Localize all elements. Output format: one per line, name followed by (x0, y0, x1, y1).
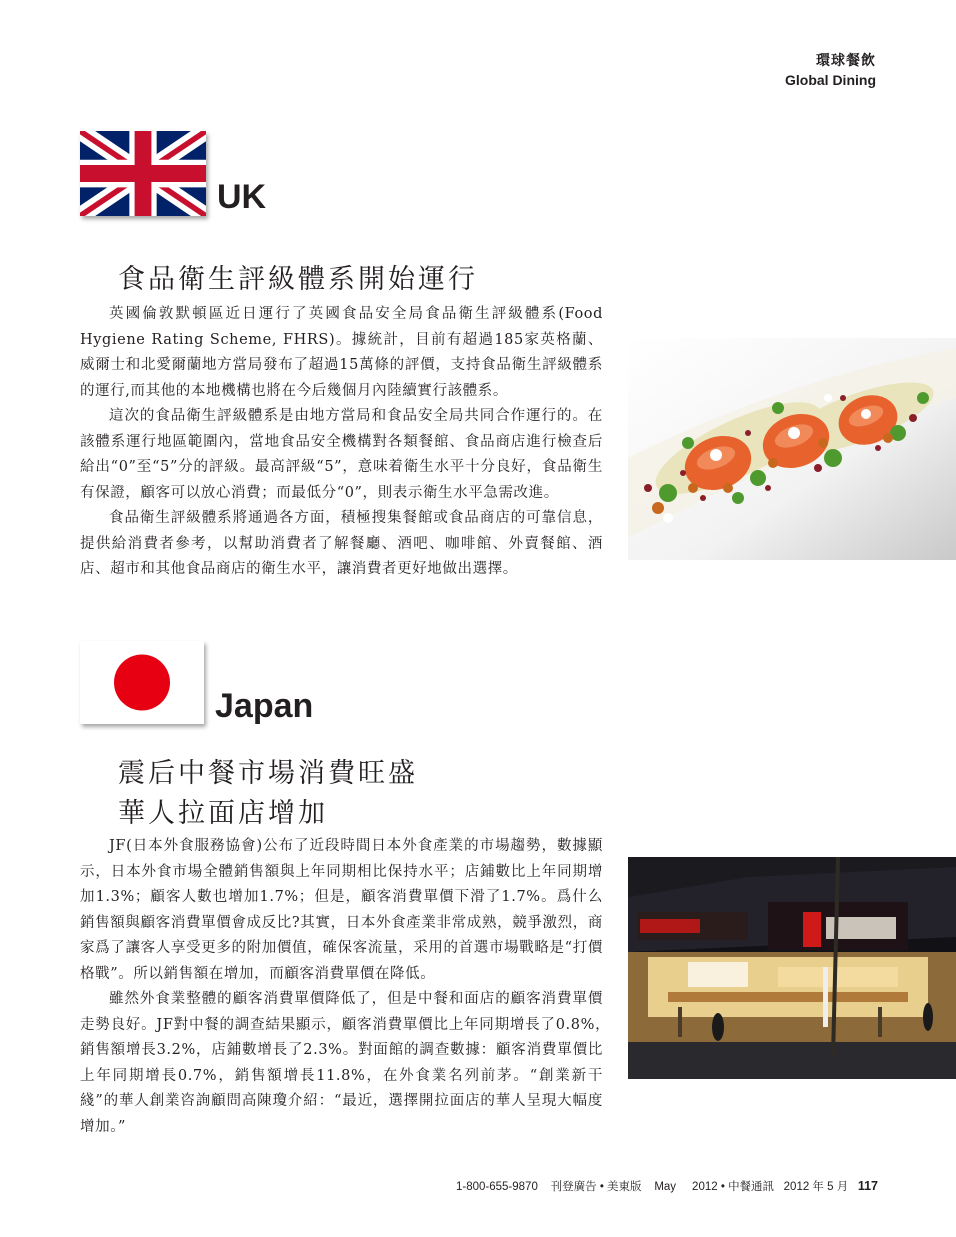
country-label-japan: Japan (215, 687, 314, 725)
section-header (785, 50, 876, 88)
japan-article-body (80, 834, 619, 1140)
footer-date-zh: 2012 年 5 月 (783, 1181, 849, 1193)
footer-ad-text: 刊登廣告 • 美東版 (550, 1181, 642, 1193)
page-footer: 1-800-655-9870 刊登廣告 • 美東版 May 2012 • 中餐通訊 2012 年 5 月 117 (456, 1179, 878, 1193)
section-title-zh: 環球餐飲 (816, 53, 876, 69)
uk-paragraph: 英國倫敦默頓區近日運行了英國食品安全局食品衛生評級體系(Food Hygiene Rating Scheme, FHRS)。據統計，目前有超過185家英格蘭、威爾士和北愛爾蘭地方當局發布了超過15萬條的評價，支持食品衛生評級體系的運行,而其他的本地機構也將在今后幾個月內陸續實行該體系。 (80, 306, 603, 399)
footer-year: 2012 (692, 1181, 718, 1193)
section-title-en: Global Dining (785, 72, 876, 88)
uk-headline: 食品衛生評級體系開始運行 (118, 264, 478, 295)
uk-paragraph: 食品衛生評級體系將通過各方面，積極搜集餐館或食品商店的可靠信息，提供給消費者參考，以幫助消費者了解餐廳、酒吧、咖啡館、外賣餐館、酒店、超市和其他食品商店的衛生水平，讓消費者更好地做出選擇。 (80, 510, 603, 577)
uk-paragraph: 這次的食品衛生評級體系是由地方當局和食品安全局共同合作運行的。在該體系運行地區範圍內，當地食品安全機構對各類餐館、食品商店進行檢查后給出“0”至“5”分的評級。最高評級“5”，意味着衛生水平十分良好，食品衛生有保證，顧客可以放心消費；而最低分“0”，則表示衛生水平急需改進。 (80, 408, 603, 501)
footer-phone: 1-800-655-9870 (456, 1181, 538, 1193)
country-label-uk: UK (217, 178, 267, 216)
japan-paragraph: JF(日本外食服務協會)公布了近段時間日本外食產業的市場趨勢，數據顯示，日本外食市場全體銷售額與上年同期相比保持水平；店鋪數比上年同期增加1.3%；顧客人數也增加1.7%；但是，顧客消費單價下滑了1.7%。爲什么銷售額與顧客消費單價會成反比?其實，日本外食產業非常成熟，競爭激烈，商家爲了讓客人享受更多的附加價值，確保客流量，采用的首選市場戰略是“打價格戰”。所以銷售額在增加，而顧客消費單價在降低。 (80, 838, 603, 982)
japan-paragraph: 雖然外食業整體的顧客消費單價降低了，但是中餐和面店的顧客消費單價走勢良好。JF對中餐的調查結果顯示，顧客消費單價比上年同期增長了0.8%， 銷售額增長3.2%，店鋪數增長了2.3%。對面館的調查數據：顧客消費單價比上年同期增長0.7%，銷售額增長11.8%，在外食業名列前茅。“創業新干綫”的華人創業咨詢顧問高陳瓊介紹：“最近，選擇開拉面店的華人呈現大幅度增加。” (80, 991, 619, 1135)
japan-headline-line1: 震后中餐市場消費旺盛 (118, 758, 418, 789)
ramen-shop-photo (628, 857, 956, 1079)
salmon-dish-photo (628, 338, 956, 560)
page-number: 117 (857, 1179, 878, 1193)
uk-flag-image (80, 131, 206, 216)
footer-magazine: 中餐通訊 (728, 1181, 775, 1193)
japan-flag-image (80, 641, 204, 724)
japan-headline-line2: 華人拉面店增加 (118, 798, 328, 829)
uk-article-body (80, 302, 603, 583)
footer-month: May (654, 1181, 677, 1193)
